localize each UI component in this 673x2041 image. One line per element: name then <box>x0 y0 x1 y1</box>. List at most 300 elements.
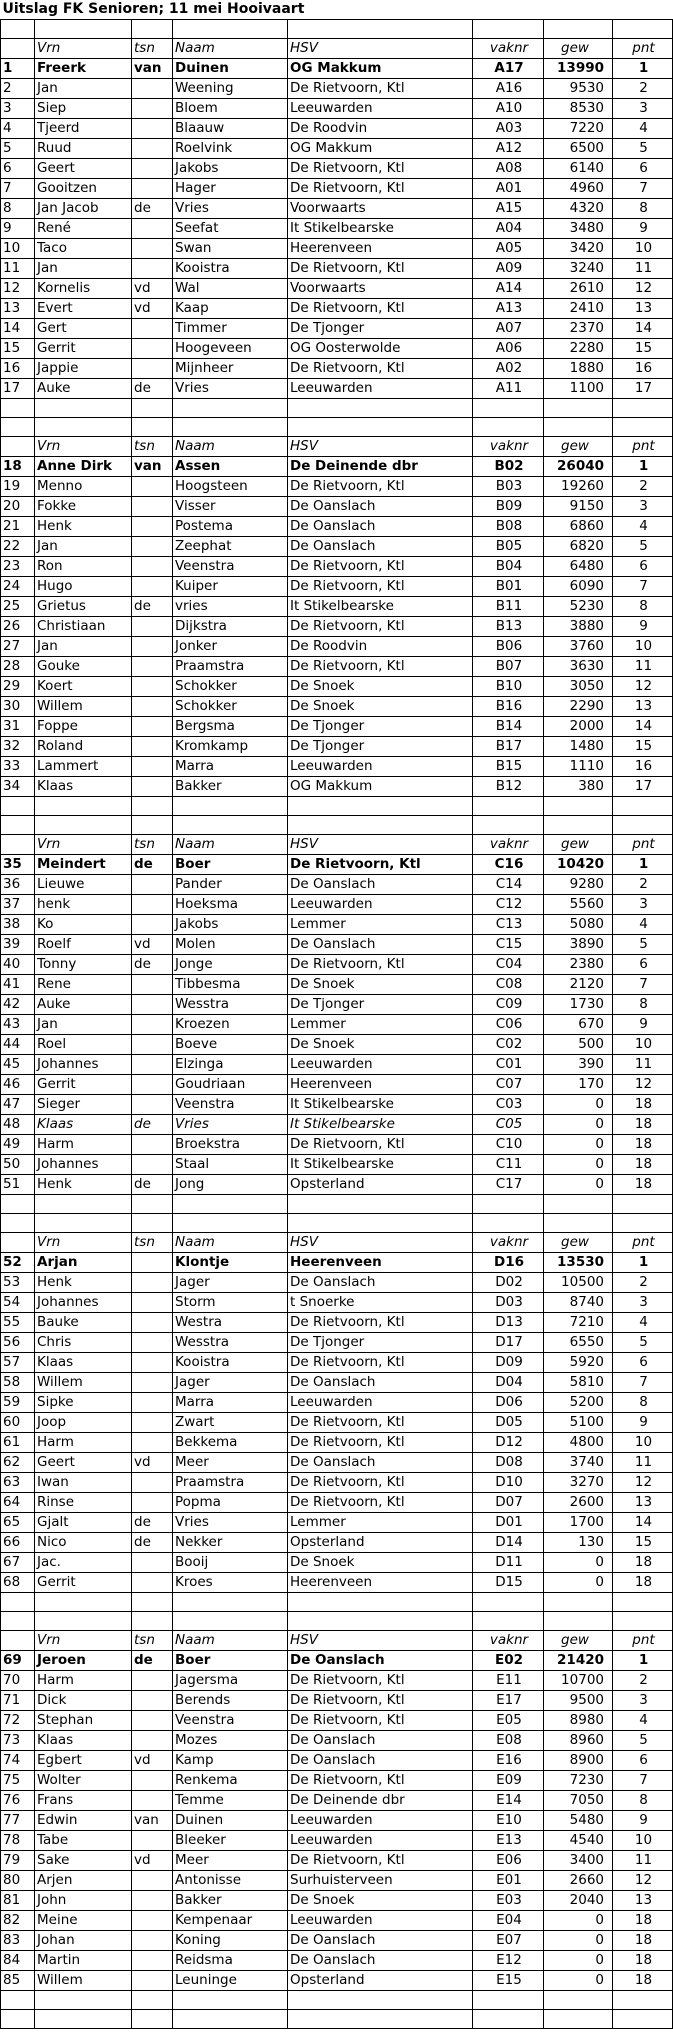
cell-hsv: De Oanslach <box>288 935 473 955</box>
cell-hsv: De Oanslach <box>288 537 473 557</box>
cell-hsv: De Rietvoorn, Ktl <box>288 1313 473 1333</box>
table-row <box>1 1055 673 1075</box>
cell-hsv: Leeuwarden <box>288 1811 473 1831</box>
cell-hsv: De Oanslach <box>288 497 473 517</box>
cell-vrn: Gerrit <box>35 1573 132 1593</box>
cell-hsv: De Tjonger <box>288 737 473 757</box>
cell-gew: 10500 <box>544 1273 613 1293</box>
cell-hsv: Leeuwarden <box>288 757 473 777</box>
empty-cell <box>613 797 673 816</box>
cell-nr: 77 <box>1 1811 35 1831</box>
cell-gew: 1480 <box>544 737 613 757</box>
cell-pnt: 12 <box>613 1075 673 1095</box>
cell-tsn <box>132 99 173 119</box>
empty-cell <box>1 2010 35 2029</box>
cell-nr: 62 <box>1 1453 35 1473</box>
cell-hsv: De Snoek <box>288 1553 473 1573</box>
cell-tsn <box>132 1095 173 1115</box>
cell-vak: C01 <box>473 1055 544 1075</box>
cell-hsv: Heerenveen <box>288 1075 473 1095</box>
table-row <box>1 975 673 995</box>
cell-naam: Leuninge <box>173 1971 288 1991</box>
cell-pnt: 2 <box>613 1273 673 1293</box>
cell-nr: 16 <box>1 359 35 379</box>
cell-tsn <box>132 1015 173 1035</box>
cell-tsn <box>132 737 173 757</box>
cell-tsn <box>132 1055 173 1075</box>
cell-vrn: Jan <box>35 537 132 557</box>
cell-nr: 65 <box>1 1513 35 1533</box>
cell-naam: Bergsma <box>173 717 288 737</box>
cell-pnt: 6 <box>613 955 673 975</box>
table-row <box>1 1413 673 1433</box>
cell-gew: 5100 <box>544 1413 613 1433</box>
cell-hsv: It Stikelbearske <box>288 219 473 239</box>
cell-vrn: Nico <box>35 1533 132 1553</box>
cell-vak: A06 <box>473 339 544 359</box>
cell-hsv: De Rietvoorn, Ktl <box>288 1413 473 1433</box>
cell-naam: Mozes <box>173 1731 288 1751</box>
cell-gew: 2600 <box>544 1493 613 1513</box>
cell-nr: 46 <box>1 1075 35 1095</box>
cell-hsv: It Stikelbearske <box>288 597 473 617</box>
table-row <box>1 299 673 319</box>
empty-cell <box>544 2010 613 2029</box>
table-row <box>1 875 673 895</box>
cell-naam: Visser <box>173 497 288 517</box>
cell-vrn: Roland <box>35 737 132 757</box>
cell-hsv: De Snoek <box>288 677 473 697</box>
table-row <box>1 1711 673 1731</box>
cell-vak: B07 <box>473 657 544 677</box>
cell-naam: Boeve <box>173 1035 288 1055</box>
cell-naam: Vries <box>173 379 288 399</box>
cell-vrn: Wolter <box>35 1771 132 1791</box>
cell-vrn: Auke <box>35 379 132 399</box>
empty-cell <box>613 399 673 418</box>
cell-vrn: Ron <box>35 557 132 577</box>
empty-cell <box>473 20 544 39</box>
cell-gew: 3890 <box>544 935 613 955</box>
cell-vrn: Taco <box>35 239 132 259</box>
cell-nr: 55 <box>1 1313 35 1333</box>
cell-pnt: 13 <box>613 697 673 717</box>
cell-vak: D15 <box>473 1573 544 1593</box>
cell-vrn: Egbert <box>35 1751 132 1771</box>
empty-cell <box>544 1214 613 1233</box>
empty-row <box>1 1195 673 1214</box>
cell-nr: 40 <box>1 955 35 975</box>
cell-nr: 37 <box>1 895 35 915</box>
empty-cell <box>35 418 132 437</box>
cell-vrn: Martin <box>35 1951 132 1971</box>
cell-naam: Veenstra <box>173 1711 288 1731</box>
cell-vak: D04 <box>473 1373 544 1393</box>
cell-vrn: Klaas <box>35 777 132 797</box>
cell-naam: Seefat <box>173 219 288 239</box>
table-row <box>1 1971 673 1991</box>
cell-pnt: 12 <box>613 1473 673 1493</box>
results-body <box>1 0 673 2029</box>
empty-cell <box>544 1593 613 1612</box>
cell-vak: C15 <box>473 935 544 955</box>
cell-gew: 6860 <box>544 517 613 537</box>
cell-gew: 8740 <box>544 1293 613 1313</box>
cell-gew: 4320 <box>544 199 613 219</box>
cell-hsv: Leeuwarden <box>288 1393 473 1413</box>
empty-cell <box>544 399 613 418</box>
cell-naam: Assen <box>173 457 288 477</box>
table-row <box>1 1731 673 1751</box>
cell-pnt: 1 <box>613 1651 673 1671</box>
cell-vrn: Jan <box>35 1015 132 1035</box>
cell-tsn <box>132 1691 173 1711</box>
cell-tsn <box>132 159 173 179</box>
cell-vrn: Dick <box>35 1691 132 1711</box>
cell-tsn <box>132 1253 173 1273</box>
cell-hsv: Heerenveen <box>288 1573 473 1593</box>
cell-nr: 48 <box>1 1115 35 1135</box>
empty-cell <box>132 797 173 816</box>
empty-cell <box>1 399 35 418</box>
cell-vrn: Johannes <box>35 1293 132 1313</box>
cell-naam: Goudriaan <box>173 1075 288 1095</box>
cell-gew: 9150 <box>544 497 613 517</box>
cell-tsn <box>132 1075 173 1095</box>
cell-naam: Swan <box>173 239 288 259</box>
empty-cell <box>1 1214 35 1233</box>
cell-gew: 3630 <box>544 657 613 677</box>
cell-vak: C09 <box>473 995 544 1015</box>
column-header-gew: gew <box>544 437 613 457</box>
cell-tsn: vd <box>132 1751 173 1771</box>
cell-vrn: Jan Jacob <box>35 199 132 219</box>
empty-row <box>1 1214 673 1233</box>
cell-vrn: Stephan <box>35 1711 132 1731</box>
empty-cell <box>173 797 288 816</box>
cell-naam: Kempenaar <box>173 1911 288 1931</box>
table-row <box>1 717 673 737</box>
column-header-hsv: HSV <box>288 1233 473 1253</box>
empty-cell <box>288 1612 473 1631</box>
table-row <box>1 1553 673 1573</box>
cell-naam: Westra <box>173 1313 288 1333</box>
cell-tsn <box>132 1573 173 1593</box>
cell-naam: Kromkamp <box>173 737 288 757</box>
cell-gew: 21420 <box>544 1651 613 1671</box>
column-header-vaknr: vaknr <box>473 437 544 457</box>
cell-nr: 74 <box>1 1751 35 1771</box>
cell-vak: D14 <box>473 1533 544 1553</box>
cell-tsn: vd <box>132 1453 173 1473</box>
cell-tsn <box>132 717 173 737</box>
column-header-naam: Naam <box>173 1631 288 1651</box>
cell-nr: 63 <box>1 1473 35 1493</box>
cell-gew: 2610 <box>544 279 613 299</box>
cell-tsn <box>132 517 173 537</box>
cell-vak: A11 <box>473 379 544 399</box>
table-row <box>1 1791 673 1811</box>
cell-naam: Jonge <box>173 955 288 975</box>
cell-vrn: René <box>35 219 132 239</box>
cell-gew: 5560 <box>544 895 613 915</box>
cell-hsv: De Rietvoorn, Ktl <box>288 1493 473 1513</box>
cell-gew: 13530 <box>544 1253 613 1273</box>
table-row <box>1 1175 673 1195</box>
table-row <box>1 955 673 975</box>
empty-cell <box>173 1214 288 1233</box>
cell-gew: 1700 <box>544 1513 613 1533</box>
cell-vrn: Frans <box>35 1791 132 1811</box>
empty-cell <box>473 1593 544 1612</box>
cell-nr: 5 <box>1 139 35 159</box>
cell-gew: 2660 <box>544 1871 613 1891</box>
cell-nr: 52 <box>1 1253 35 1273</box>
cell-vak: E01 <box>473 1871 544 1891</box>
empty-cell <box>473 1612 544 1631</box>
cell-pnt: 6 <box>613 1751 673 1771</box>
table-row <box>1 279 673 299</box>
cell-vrn: Gooitzen <box>35 179 132 199</box>
header-row <box>1 39 673 59</box>
cell-gew: 5810 <box>544 1373 613 1393</box>
cell-gew: 1110 <box>544 757 613 777</box>
cell-tsn <box>132 1891 173 1911</box>
cell-gew: 2410 <box>544 299 613 319</box>
cell-hsv: De Rietvoorn, Ktl <box>288 557 473 577</box>
cell-tsn: de <box>132 1513 173 1533</box>
cell-nr: 69 <box>1 1651 35 1671</box>
table-row <box>1 557 673 577</box>
cell-tsn <box>132 697 173 717</box>
cell-gew: 5920 <box>544 1353 613 1373</box>
cell-vrn: Jan <box>35 637 132 657</box>
cell-vak: B03 <box>473 477 544 497</box>
cell-tsn <box>132 1871 173 1891</box>
cell-pnt: 18 <box>613 1931 673 1951</box>
cell-nr: 49 <box>1 1135 35 1155</box>
cell-tsn <box>132 617 173 637</box>
table-row <box>1 1751 673 1771</box>
column-header-tsn: tsn <box>132 1631 173 1651</box>
cell-hsv: De Oanslach <box>288 1931 473 1951</box>
cell-naam: Broekstra <box>173 1135 288 1155</box>
cell-gew: 0 <box>544 1951 613 1971</box>
cell-vrn: Geert <box>35 1453 132 1473</box>
cell-tsn: vd <box>132 279 173 299</box>
cell-naam: Bleeker <box>173 1831 288 1851</box>
cell-vak: A04 <box>473 219 544 239</box>
table-row <box>1 1015 673 1035</box>
cell-naam: Hager <box>173 179 288 199</box>
cell-vak: A12 <box>473 139 544 159</box>
cell-naam: Jonker <box>173 637 288 657</box>
cell-vak: D03 <box>473 1293 544 1313</box>
cell-hsv: De Rietvoorn, Ktl <box>288 1433 473 1453</box>
cell-hsv: De Rietvoorn, Ktl <box>288 359 473 379</box>
cell-nr: 44 <box>1 1035 35 1055</box>
empty-cell <box>132 1991 173 2010</box>
column-header-pnt: pnt <box>613 1233 673 1253</box>
cell-gew: 9530 <box>544 79 613 99</box>
cell-vak: A02 <box>473 359 544 379</box>
table-row <box>1 677 673 697</box>
cell-naam: vries <box>173 597 288 617</box>
cell-vak: A10 <box>473 99 544 119</box>
cell-vak: B09 <box>473 497 544 517</box>
empty-row <box>1 1612 673 1631</box>
cell-tsn <box>132 1155 173 1175</box>
cell-naam: Bekkema <box>173 1433 288 1453</box>
cell-pnt: 9 <box>613 1413 673 1433</box>
cell-gew: 3880 <box>544 617 613 637</box>
cell-tsn <box>132 1731 173 1751</box>
cell-gew: 9500 <box>544 1691 613 1711</box>
cell-naam: Jakobs <box>173 915 288 935</box>
empty-cell <box>173 1612 288 1631</box>
table-row <box>1 1811 673 1831</box>
empty-cell <box>35 2010 132 2029</box>
cell-nr: 75 <box>1 1771 35 1791</box>
cell-vrn: Menno <box>35 477 132 497</box>
cell-gew: 7050 <box>544 1791 613 1811</box>
table-row <box>1 935 673 955</box>
empty-cell <box>1 797 35 816</box>
table-row <box>1 1533 673 1553</box>
column-header-vrn: Vrn <box>35 1233 132 1253</box>
cell-naam: Vries <box>173 199 288 219</box>
empty-cell <box>132 20 173 39</box>
cell-vrn: Meindert <box>35 855 132 875</box>
cell-naam: Tibbesma <box>173 975 288 995</box>
cell-nr: 31 <box>1 717 35 737</box>
cell-vak: C17 <box>473 1175 544 1195</box>
cell-tsn <box>132 677 173 697</box>
cell-hsv: De Oanslach <box>288 1651 473 1671</box>
cell-vak: C03 <box>473 1095 544 1115</box>
cell-pnt: 12 <box>613 279 673 299</box>
cell-pnt: 5 <box>613 935 673 955</box>
cell-naam: Kroes <box>173 1573 288 1593</box>
cell-tsn <box>132 1313 173 1333</box>
cell-pnt: 11 <box>613 259 673 279</box>
column-header-vrn: Vrn <box>35 835 132 855</box>
table-row <box>1 477 673 497</box>
table-row <box>1 1951 673 1971</box>
cell-vrn: Johan <box>35 1931 132 1951</box>
empty-cell <box>288 816 473 835</box>
cell-nr: 84 <box>1 1951 35 1971</box>
empty-cell <box>1 1593 35 1612</box>
cell-gew: 390 <box>544 1055 613 1075</box>
cell-tsn <box>132 179 173 199</box>
empty-cell <box>35 1612 132 1631</box>
cell-hsv: Leeuwarden <box>288 1911 473 1931</box>
table-row <box>1 1393 673 1413</box>
cell-naam: Kamp <box>173 1751 288 1771</box>
cell-hsv: De Rietvoorn, Ktl <box>288 1135 473 1155</box>
empty-cell <box>288 1991 473 2010</box>
cell-pnt: 12 <box>613 1871 673 1891</box>
cell-hsv: Voorwaarts <box>288 279 473 299</box>
cell-pnt: 12 <box>613 677 673 697</box>
cell-pnt: 15 <box>613 737 673 757</box>
cell-hsv: De Rietvoorn, Ktl <box>288 1711 473 1731</box>
cell-nr: 79 <box>1 1851 35 1871</box>
cell-pnt: 9 <box>613 617 673 637</box>
cell-vrn: Gerrit <box>35 1075 132 1095</box>
cell-pnt: 4 <box>613 1711 673 1731</box>
cell-vak: E05 <box>473 1711 544 1731</box>
column-header-tsn: tsn <box>132 39 173 59</box>
cell-naam: Blaauw <box>173 119 288 139</box>
cell-pnt: 5 <box>613 1731 673 1751</box>
table-row <box>1 1075 673 1095</box>
empty-cell <box>613 418 673 437</box>
cell-nr: 56 <box>1 1333 35 1353</box>
cell-tsn <box>132 557 173 577</box>
cell-vak: D06 <box>473 1393 544 1413</box>
empty-cell <box>35 1214 132 1233</box>
cell-hsv: De Oanslach <box>288 1731 473 1751</box>
table-row <box>1 1513 673 1533</box>
table-row <box>1 1771 673 1791</box>
cell-vak: A08 <box>473 159 544 179</box>
cell-gew: 0 <box>544 1573 613 1593</box>
column-header-vrn: Vrn <box>35 437 132 457</box>
table-row <box>1 1911 673 1931</box>
cell-tsn <box>132 1333 173 1353</box>
cell-gew: 3270 <box>544 1473 613 1493</box>
cell-tsn <box>132 1931 173 1951</box>
cell-pnt: 9 <box>613 219 673 239</box>
empty-row <box>1 2010 673 2029</box>
cell-vak: C04 <box>473 955 544 975</box>
cell-vak: C08 <box>473 975 544 995</box>
cell-tsn <box>132 915 173 935</box>
cell-vak: C14 <box>473 875 544 895</box>
cell-vak: D09 <box>473 1353 544 1373</box>
cell-pnt: 18 <box>613 1135 673 1155</box>
table-row <box>1 1671 673 1691</box>
cell-nr: 12 <box>1 279 35 299</box>
cell-nr: 30 <box>1 697 35 717</box>
cell-naam: Popma <box>173 1493 288 1513</box>
empty-cell <box>35 20 132 39</box>
cell-pnt: 16 <box>613 757 673 777</box>
cell-gew: 2040 <box>544 1891 613 1911</box>
cell-vrn: Lieuwe <box>35 875 132 895</box>
cell-gew: 9280 <box>544 875 613 895</box>
cell-nr: 28 <box>1 657 35 677</box>
table-row <box>1 1891 673 1911</box>
cell-vak: A07 <box>473 319 544 339</box>
cell-vak: B12 <box>473 777 544 797</box>
cell-tsn <box>132 1373 173 1393</box>
cell-hsv: De Rietvoorn, Ktl <box>288 1671 473 1691</box>
cell-vrn: Roelf <box>35 935 132 955</box>
table-row <box>1 1573 673 1593</box>
cell-nr: 70 <box>1 1671 35 1691</box>
cell-nr: 9 <box>1 219 35 239</box>
cell-gew: 0 <box>544 1971 613 1991</box>
table-row <box>1 537 673 557</box>
cell-pnt: 3 <box>613 497 673 517</box>
table-row <box>1 1333 673 1353</box>
empty-cell <box>473 797 544 816</box>
cell-pnt: 7 <box>613 1373 673 1393</box>
cell-nr: 64 <box>1 1493 35 1513</box>
